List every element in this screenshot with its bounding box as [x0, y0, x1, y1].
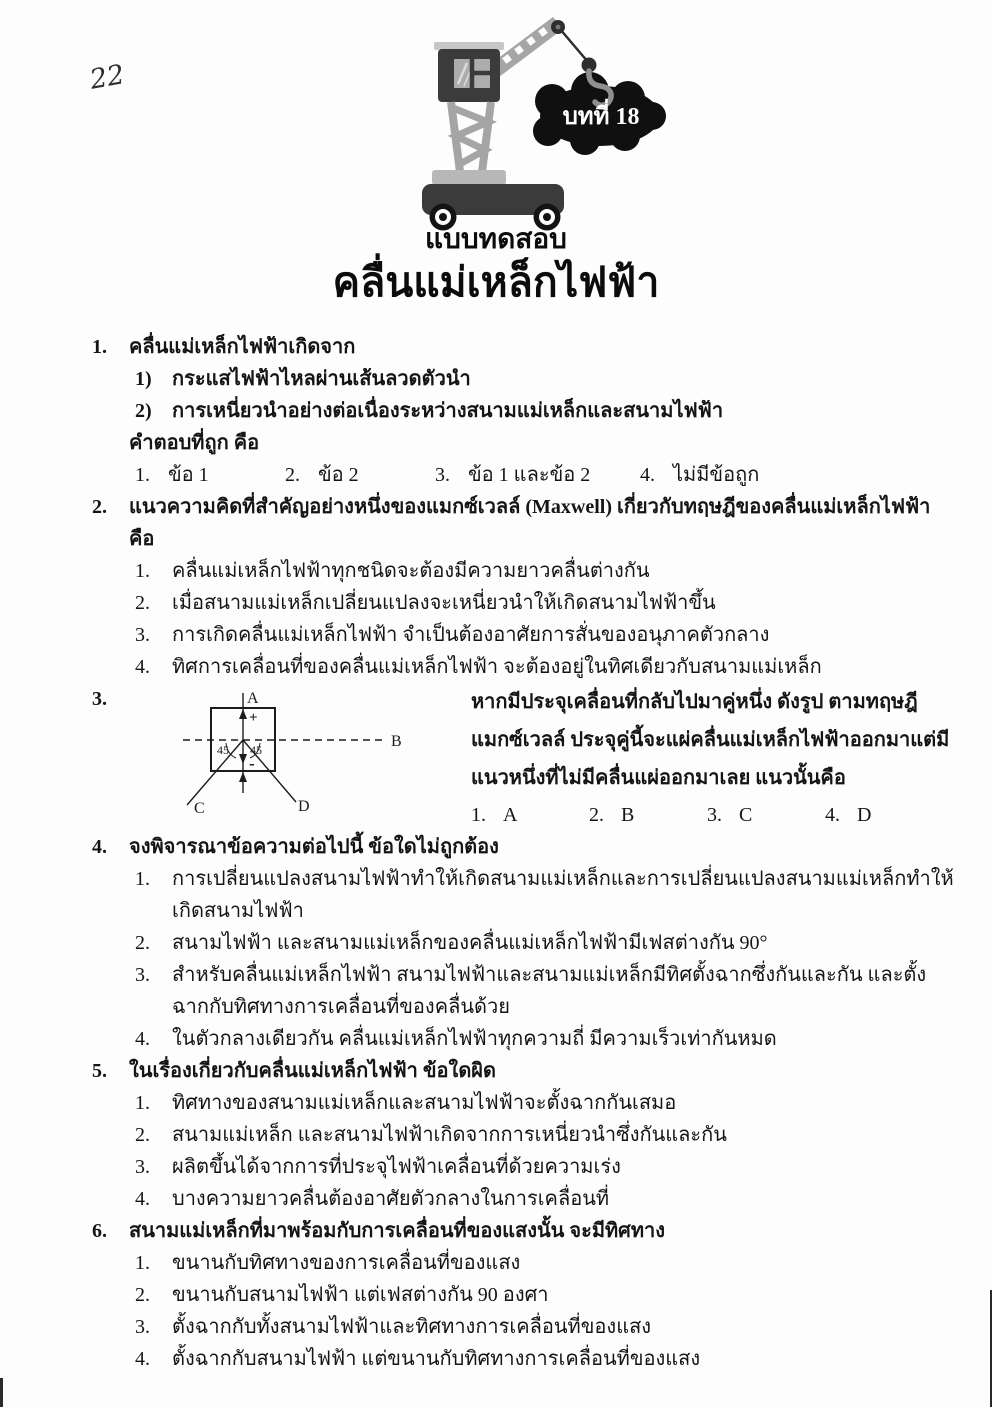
choice-number: 2. [135, 1284, 150, 1306]
choice-text: สนามแม่เหล็ก และสนามไฟฟ้าเกิดจากการเหนี่ยวนำซึ่งกันและกัน [172, 1124, 727, 1146]
diagram-label-a: A [247, 690, 259, 707]
question-number: 5. [92, 1060, 107, 1082]
choice-text: บางความยาวคลื่นต้องอาศัยตัวกลางในการเคลื่อนที่ [172, 1188, 610, 1210]
choice-row [129, 555, 954, 587]
choice-number: 2. [135, 1124, 150, 1146]
choice-row [129, 619, 954, 651]
choice-text: การเกิดคลื่นแม่เหล็กไฟฟ้า จำเป็นต้องอาศัยการสั่นของอนุภาคตัวกลาง [172, 624, 770, 646]
choices-row [135, 459, 954, 491]
plus-charge-label: + [249, 710, 258, 726]
diagram-label-b: B [391, 733, 402, 750]
choice-number: 3. [135, 1316, 150, 1338]
crane-illustration [420, 16, 670, 236]
choice-text: ข้อ 1 [168, 464, 209, 486]
question-prompt: คำตอบที่ถูก คือ [129, 432, 260, 454]
question-3 [92, 683, 954, 831]
minus-charge-label: - [249, 754, 255, 773]
choice-number: 1. [135, 560, 150, 582]
statement-row [129, 363, 954, 395]
chapter-badge-label: บทที่ 18 [562, 104, 640, 130]
crane-cable [551, 20, 597, 73]
choice-row [129, 1087, 954, 1119]
choice-number: 1. [135, 1092, 150, 1114]
choice-row [129, 1247, 954, 1279]
question-2 [92, 491, 954, 683]
choice-number: 3. [135, 624, 150, 646]
statement-number: 1) [135, 368, 152, 390]
choice-number: 3. [435, 464, 450, 486]
choice-text: D [857, 804, 872, 826]
question-number: 2. [92, 496, 107, 518]
page-title: คลื่นแม่เหล็กไฟฟ้า [332, 258, 660, 306]
choice-number: 4. [135, 1188, 150, 1210]
choice-text: คลื่นแม่เหล็กไฟฟ้าทุกชนิดจะต้องมีความยาวคลื่นต่างกัน [172, 560, 650, 582]
scan-artifact [0, 1378, 3, 1407]
choice-row [129, 959, 954, 1023]
diagram-label-c: C [194, 800, 205, 817]
question-stem: หากมีประจุเคลื่อนที่กลับไปมาคู่หนึ่ง ดังรูป ตามทฤษฎีแมกซ์เวลล์ ประจุคู่นี้จะแผ่คลื่นแม่เหล็กไฟฟ้าออกมาแต่มีแนวหนึ่งที่ไม่มีคลื่นแผ่ออกมาเลย แนวนั้นคือ [471, 691, 950, 789]
choice-number: 4. [135, 1028, 150, 1050]
dipole-radiation-diagram [181, 685, 424, 828]
choice-number: 4. [135, 1348, 150, 1370]
choice-number: 3. [135, 964, 150, 986]
choice-number: 2. [135, 592, 150, 614]
choice-text: C [739, 804, 753, 826]
choice-number: 3. [707, 804, 722, 826]
choice-number: 2. [589, 804, 604, 826]
choice-row [129, 1151, 954, 1183]
question-4 [92, 831, 954, 1055]
question-number: 1. [92, 336, 107, 358]
choice-text: B [621, 804, 635, 826]
choice-number: 2. [285, 464, 300, 486]
question-stem: สนามแม่เหล็กที่มาพร้อมกับการเคลื่อนที่ของแสงนั้น จะมีทิศทาง [129, 1220, 666, 1242]
choice-text: การเปลี่ยนแปลงสนามไฟฟ้าทำให้เกิดสนามแม่เหล็กและการเปลี่ยนแปลงสนามแม่เหล็กทำให้เกิดสนามไฟฟ้า [172, 868, 954, 922]
choice-number: 1. [135, 1252, 150, 1274]
question-number: 3. [92, 688, 107, 710]
question-list [92, 331, 954, 1375]
choice-row [129, 1279, 954, 1311]
choice-text: A [503, 804, 518, 826]
choice-row [129, 927, 954, 959]
question-number: 4. [92, 836, 107, 858]
choice-text: ขนานกับทิศทางของการเคลื่อนที่ของแสง [172, 1252, 521, 1274]
test-subtitle: แบบทดสอบ [425, 222, 567, 255]
question-stem: ในเรื่องเกี่ยวกับคลื่นแม่เหล็กไฟฟ้า ข้อใดผิด [129, 1060, 497, 1082]
crane-mast [451, 102, 491, 172]
choice-number: 1. [135, 464, 150, 486]
statement-row [129, 395, 954, 427]
choice-text: สำหรับคลื่นแม่เหล็กไฟฟ้า สนามไฟฟ้าและสนามแม่เหล็กมีทิศตั้งฉากซึ่งกันและกัน และตั้งฉากกับทิศทางการเคลื่อนที่ของคลื่นด้วย [172, 964, 927, 1018]
choice-row [129, 1343, 954, 1375]
choice-row [129, 1023, 954, 1055]
choice-text: ขนานกับสนามไฟฟ้า แต่เฟสต่างกัน 90 องศา [172, 1284, 549, 1306]
statement-text: กระแสไฟฟ้าไหลผ่านเส้นลวดตัวนำ [172, 368, 471, 390]
choice-row [129, 1311, 954, 1343]
choice-number: 1. [471, 804, 486, 826]
question-stem: คลื่นแม่เหล็กไฟฟ้าเกิดจาก [129, 336, 356, 358]
question-stem: จงพิจารณาข้อความต่อไปนี้ ข้อใดไม่ถูกต้อง [129, 836, 499, 858]
statement-number: 2) [135, 400, 152, 422]
choice-number: 4. [825, 804, 840, 826]
diagram-label-d: D [298, 798, 310, 815]
choice-text: สนามไฟฟ้า และสนามแม่เหล็กของคลื่นแม่เหล็กไฟฟ้ามีเฟสต่างกัน 90° [172, 932, 768, 954]
choice-text: ตั้งฉากกับสนามไฟฟ้า แต่ขนานกับทิศทางการเคลื่อนที่ของแสง [172, 1348, 701, 1370]
question-1 [92, 331, 954, 491]
choice-row [129, 651, 954, 683]
angle-label-left: 45 [217, 743, 229, 757]
choice-text: ตั้งฉากกับทั้งสนามไฟฟ้าและทิศทางการเคลื่อนที่ของแสง [172, 1316, 652, 1338]
question-number: 6. [92, 1220, 107, 1242]
choices-row [471, 799, 954, 831]
choice-text: ทิศการเคลื่อนที่ของคลื่นแม่เหล็กไฟฟ้า จะต้องอยู่ในทิศเดียวกับสนามแม่เหล็ก [172, 656, 822, 678]
choice-text: เมื่อสนามแม่เหล็กเปลี่ยนแปลงจะเหนี่ยวนำให้เกิดสนามไฟฟ้าขึ้น [172, 592, 716, 614]
choice-row [129, 1119, 954, 1151]
choice-number: 3. [135, 1156, 150, 1178]
choice-number: 4. [135, 656, 150, 678]
choice-text: ทิศทางของสนามแม่เหล็กและสนามไฟฟ้าจะตั้งฉากกันเสมอ [172, 1092, 677, 1114]
choice-number: 4. [640, 464, 655, 486]
choice-number: 1. [135, 868, 150, 890]
question-5 [92, 1055, 954, 1215]
question-6 [92, 1215, 954, 1375]
choice-row [129, 587, 954, 619]
choice-text: ผลิตขึ้นได้จากการที่ประจุไฟฟ้าเคลื่อนที่ด้วยความเร่ง [172, 1156, 621, 1178]
crane-icon [420, 16, 670, 236]
choice-text: ข้อ 1 และข้อ 2 [468, 464, 591, 486]
choice-row [129, 1183, 954, 1215]
page-header [0, 222, 992, 308]
statement-text: การเหนี่ยวนำอย่างต่อเนื่องระหว่างสนามแม่เหล็กและสนามไฟฟ้า [172, 400, 724, 422]
page-number: 22 [87, 59, 127, 96]
choice-row [129, 863, 954, 927]
choice-number: 2. [135, 932, 150, 954]
choice-text: ข้อ 2 [318, 464, 359, 486]
choice-text: ไม่มีข้อถูก [673, 464, 760, 486]
question-stem: แนวความคิดที่สำคัญอย่างหนึ่งของแมกซ์เวลล์ (Maxwell) เกี่ยวกับทฤษฎีของคลื่นแม่เหล็กไฟฟ้า คือ [129, 496, 931, 550]
crane-cab [434, 42, 504, 102]
angle-label-right: 45 [250, 743, 262, 757]
choice-text: ในตัวกลางเดียวกัน คลื่นแม่เหล็กไฟฟ้าทุกความถี่ มีความเร็วเท่ากันหมด [172, 1028, 777, 1050]
